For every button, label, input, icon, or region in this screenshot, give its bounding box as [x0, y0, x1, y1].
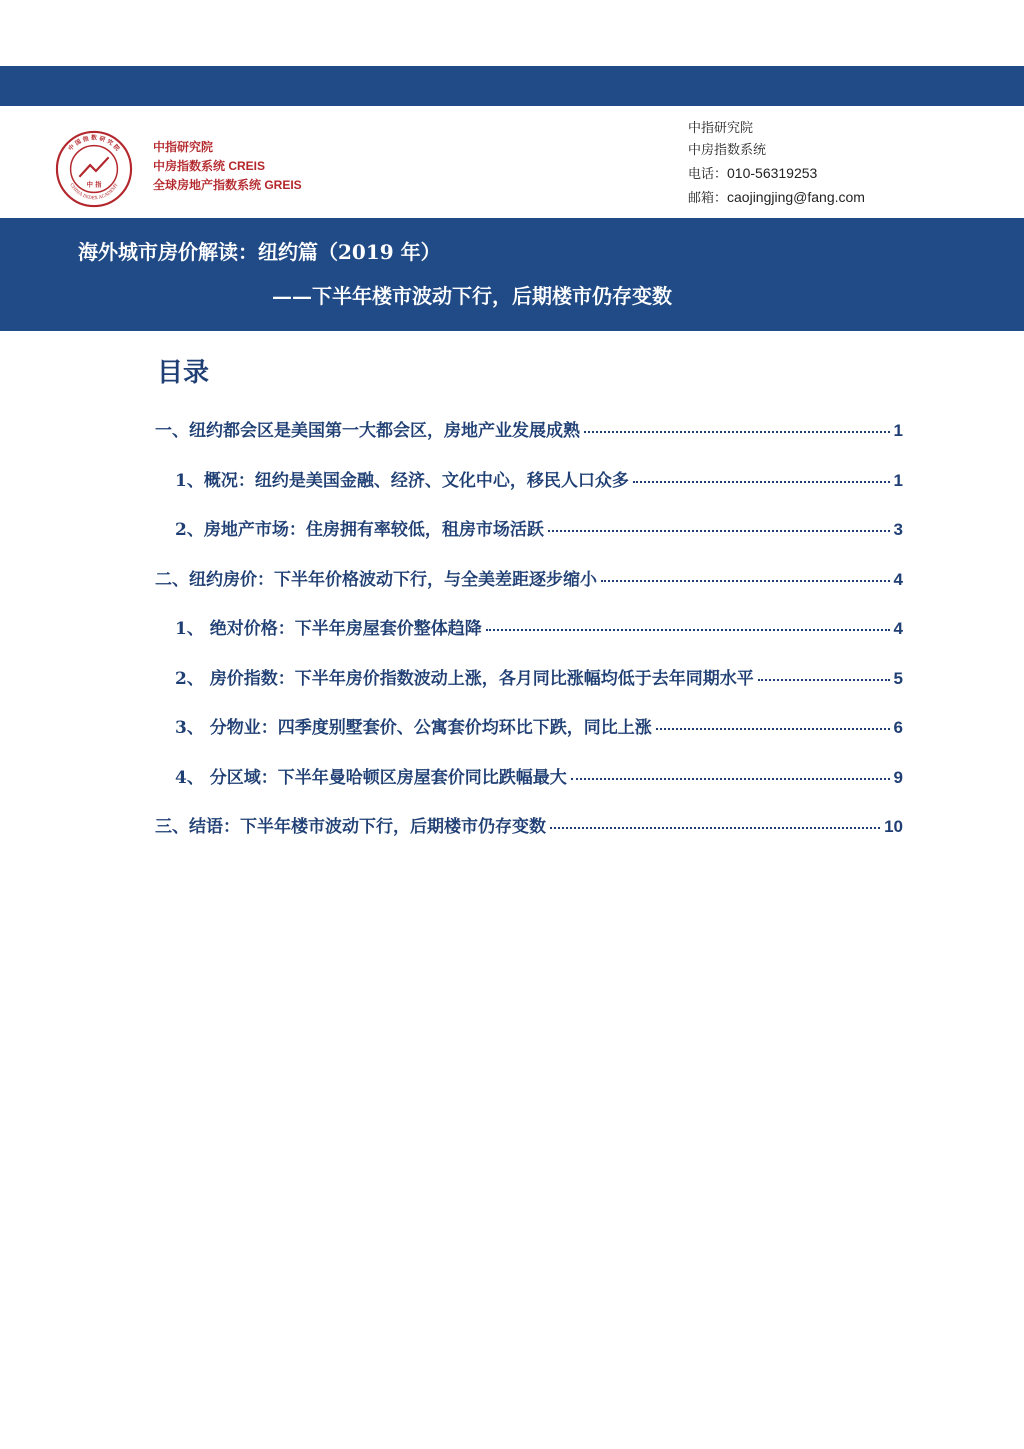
- header-band: [0, 66, 1024, 106]
- contact-email-row: [688, 186, 865, 210]
- email-label: 邮箱：: [688, 191, 728, 206]
- email-address[interactable]: caojingjing@fang.com: [727, 189, 865, 205]
- contact-phone-row: [688, 162, 865, 186]
- toc-heading: 目录: [157, 358, 210, 388]
- toc-page-number: 3: [893, 520, 903, 539]
- dot-leader: [550, 827, 880, 829]
- logo-ring-text-top: 中 国 指 数 研 究 院: [67, 135, 121, 153]
- toc-entry-text: 一、纽约都会区是美国第一大都会区，房地产业发展成熟: [155, 421, 580, 441]
- contact-org: 中指研究院: [688, 121, 754, 136]
- dot-leader: [584, 431, 890, 433]
- toc-entry[interactable]: [155, 614, 903, 664]
- dot-leader: [758, 679, 890, 681]
- toc-page-number: 6: [893, 718, 903, 737]
- phone-number: 010-56319253: [727, 165, 818, 181]
- toc-entry-text: 二、纽约房价：下半年价格波动下行，与全美差距逐步缩小: [155, 569, 597, 590]
- toc-entry[interactable]: [155, 515, 903, 565]
- org-name-line: 全球房地产指数系统 GREIS: [153, 178, 302, 192]
- org-name-line: 中指研究院: [153, 140, 214, 154]
- phone-label: 电话：: [688, 167, 728, 182]
- toc-page-number: 9: [893, 767, 903, 787]
- toc-page-number: 4: [893, 619, 903, 638]
- dot-leader: [486, 629, 890, 631]
- toc-entry-text: 2、房地产市场：住房拥有率较低，租房市场活跃: [175, 520, 544, 540]
- contact-block: [688, 118, 865, 210]
- toc-entry-text: 3、 分物业：四季度别墅套价、公寓套价均环比下跌，同比上涨: [175, 718, 652, 738]
- toc-page-number: 5: [893, 668, 903, 688]
- toc-entry[interactable]: [155, 812, 903, 862]
- toc-entry-text: 2、 房价指数：下半年房价指数波动上涨，各月同比涨幅均低于去年同期水平: [175, 668, 754, 689]
- toc-entry[interactable]: [155, 664, 903, 714]
- toc-entry[interactable]: [155, 416, 903, 466]
- contact-system: 中房指数系统: [688, 143, 767, 158]
- table-of-contents: [155, 416, 903, 862]
- toc-page-number: 4: [893, 569, 903, 589]
- dot-leader: [633, 481, 890, 483]
- toc-page-number: 1: [893, 421, 903, 440]
- toc-page-number: 1: [893, 470, 903, 490]
- china-index-academy-logo: [55, 130, 133, 208]
- toc-entry[interactable]: [155, 466, 903, 516]
- org-names: [153, 138, 302, 195]
- title-band: [0, 218, 1024, 331]
- org-name-line: 中房指数系统 CREIS: [153, 159, 266, 173]
- dot-leader: [571, 778, 890, 780]
- toc-entry-text: 三、结语：下半年楼市波动下行，后期楼市仍存变数: [155, 817, 546, 837]
- toc-entry-text: 1、 绝对价格：下半年房屋套价整体趋降: [175, 619, 482, 639]
- dot-leader: [601, 580, 890, 582]
- toc-entry[interactable]: [155, 565, 903, 615]
- toc-entry-text: 1、概况：纽约是美国金融、经济、文化中心，移民人口众多: [175, 470, 629, 491]
- dot-leader: [656, 728, 890, 730]
- dot-leader: [548, 530, 890, 532]
- toc-page-number: 10: [884, 817, 903, 836]
- report-subtitle: ——下半年楼市波动下行，后期楼市仍存变数: [272, 284, 672, 308]
- logo-center-text: 中 指: [86, 181, 102, 189]
- toc-entry[interactable]: [155, 713, 903, 763]
- toc-entry[interactable]: [155, 763, 903, 813]
- report-title: 海外城市房价解读：纽约篇（2019 年）: [78, 240, 441, 264]
- logo-ring-text-bottom: CHINA INDEX ACADEMY: [68, 182, 120, 202]
- toc-entry-text: 4、 分区域：下半年曼哈顿区房屋套价同比跌幅最大: [175, 767, 567, 788]
